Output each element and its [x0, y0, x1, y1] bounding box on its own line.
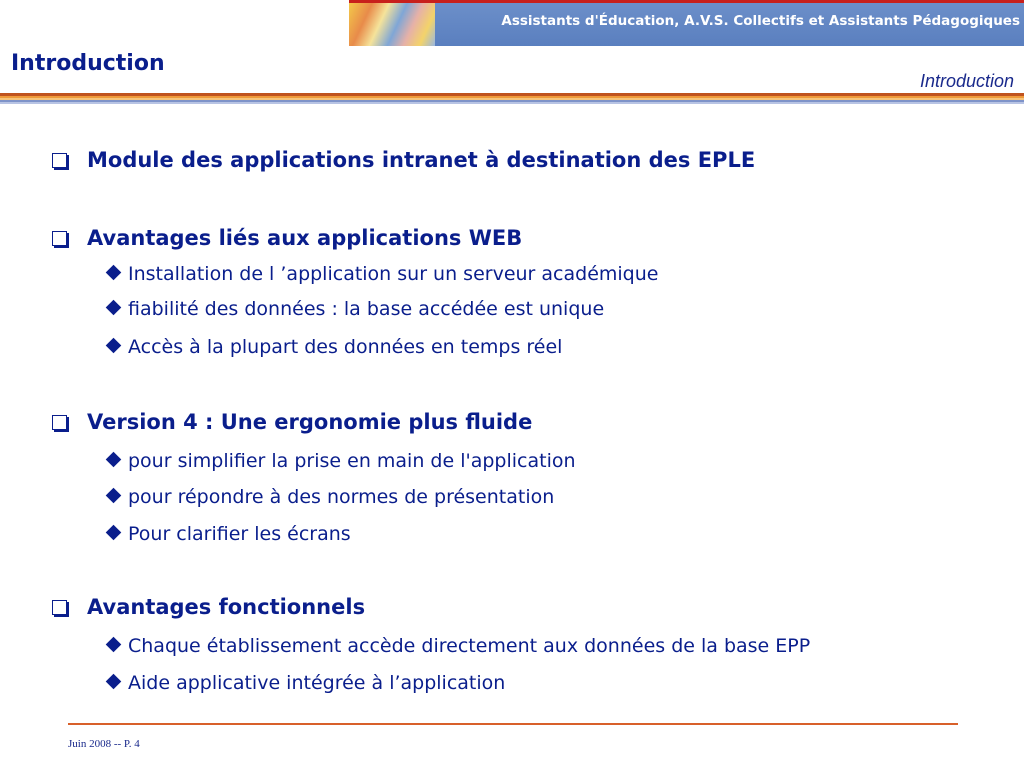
- bullet-item: Accès à la plupart des données en temps réel: [104, 336, 562, 358]
- checkbox-bullet-icon: [52, 415, 67, 430]
- bullet-item: Chaque établissement accède directement aux données de la base EPP: [104, 635, 810, 657]
- diamond-bullet-icon: [106, 525, 122, 541]
- bullet-item: pour répondre à des normes de présentation: [104, 486, 554, 508]
- bullet-heading: Avantages fonctionnels: [52, 595, 365, 619]
- footer-page-info: Juin 2008 -- P. 4: [68, 738, 140, 750]
- footer-divider: [68, 723, 958, 725]
- bullet-item: Pour clarifier les écrans: [104, 523, 351, 545]
- checkbox-bullet-icon: [52, 231, 67, 246]
- diamond-bullet-icon: [106, 488, 122, 504]
- section-label: Introduction: [919, 71, 1014, 91]
- bullet-item: pour simplifier la prise en main de l'application: [104, 450, 576, 472]
- bullet-heading: Version 4 : Une ergonomie plus fluide: [52, 410, 532, 434]
- page-title: Introduction: [11, 51, 165, 76]
- diamond-bullet-icon: [106, 452, 122, 468]
- bullet-item: Installation de l ’application sur un serveur académique: [104, 263, 658, 285]
- diamond-bullet-icon: [106, 674, 122, 690]
- bullet-item: Aide applicative intégrée à l’application: [104, 672, 505, 694]
- diamond-bullet-icon: [106, 265, 122, 281]
- bullet-heading: Module des applications intranet à destination des EPLE: [52, 148, 755, 172]
- banner-title: Assistants d'Éducation, A.V.S. Collectifs et Assistants Pédagogiques: [501, 13, 1020, 29]
- bullet-heading: Avantages liés aux applications WEB: [52, 226, 522, 250]
- diamond-bullet-icon: [106, 637, 122, 653]
- diamond-bullet-icon: [106, 300, 122, 316]
- checkbox-bullet-icon: [52, 600, 67, 615]
- diamond-bullet-icon: [106, 338, 122, 354]
- bullet-item: fiabilité des données : la base accédée est unique: [104, 298, 604, 320]
- checkbox-bullet-icon: [52, 153, 67, 168]
